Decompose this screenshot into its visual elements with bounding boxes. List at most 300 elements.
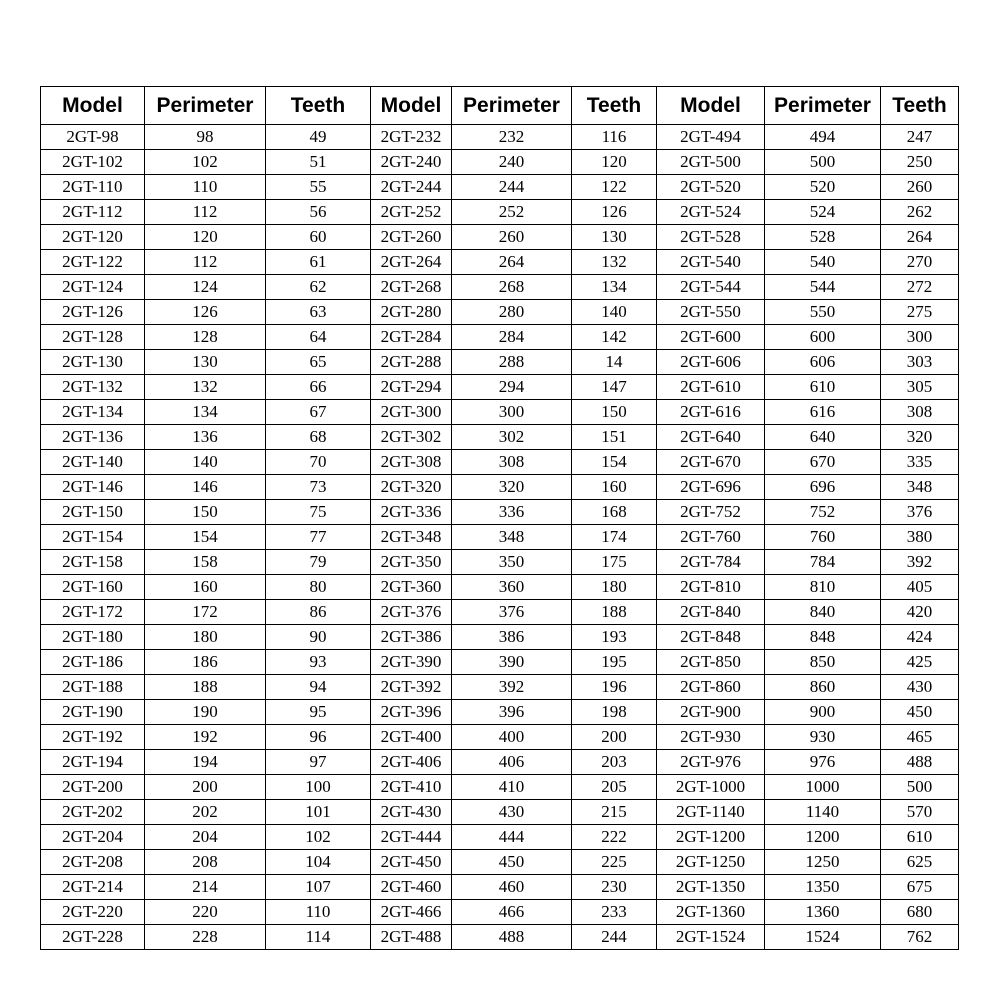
column-header-model-3: Model [657, 87, 765, 125]
model-cell: 2GT-264 [371, 250, 452, 275]
teeth-cell: 14 [572, 350, 657, 375]
teeth-cell: 420 [881, 600, 959, 625]
model-cell: 2GT-450 [371, 850, 452, 875]
perimeter-cell: 600 [765, 325, 881, 350]
model-cell: 2GT-130 [41, 350, 145, 375]
perimeter-cell: 544 [765, 275, 881, 300]
teeth-cell: 175 [572, 550, 657, 575]
perimeter-cell: 102 [145, 150, 266, 175]
teeth-cell: 65 [266, 350, 371, 375]
model-cell: 2GT-528 [657, 225, 765, 250]
model-cell: 2GT-228 [41, 925, 145, 950]
model-cell: 2GT-488 [371, 925, 452, 950]
teeth-cell: 198 [572, 700, 657, 725]
model-cell: 2GT-308 [371, 450, 452, 475]
perimeter-cell: 670 [765, 450, 881, 475]
teeth-cell: 188 [572, 600, 657, 625]
perimeter-cell: 294 [452, 375, 572, 400]
teeth-cell: 77 [266, 525, 371, 550]
model-cell: 2GT-204 [41, 825, 145, 850]
model-cell: 2GT-860 [657, 675, 765, 700]
teeth-cell: 67 [266, 400, 371, 425]
perimeter-cell: 132 [145, 375, 266, 400]
model-cell: 2GT-540 [657, 250, 765, 275]
perimeter-cell: 140 [145, 450, 266, 475]
teeth-cell: 147 [572, 375, 657, 400]
perimeter-cell: 1250 [765, 850, 881, 875]
table-row [41, 575, 959, 600]
model-cell: 2GT-848 [657, 625, 765, 650]
teeth-cell: 348 [881, 475, 959, 500]
teeth-cell: 488 [881, 750, 959, 775]
model-cell: 2GT-220 [41, 900, 145, 925]
model-cell: 2GT-1250 [657, 850, 765, 875]
perimeter-cell: 112 [145, 200, 266, 225]
perimeter-cell: 760 [765, 525, 881, 550]
column-header-teeth-3: Teeth [881, 87, 959, 125]
perimeter-cell: 1524 [765, 925, 881, 950]
table-row [41, 850, 959, 875]
model-cell: 2GT-158 [41, 550, 145, 575]
teeth-cell: 97 [266, 750, 371, 775]
teeth-cell: 101 [266, 800, 371, 825]
perimeter-cell: 386 [452, 625, 572, 650]
model-cell: 2GT-120 [41, 225, 145, 250]
model-cell: 2GT-232 [371, 125, 452, 150]
teeth-cell: 376 [881, 500, 959, 525]
model-cell: 2GT-300 [371, 400, 452, 425]
perimeter-cell: 146 [145, 475, 266, 500]
perimeter-cell: 400 [452, 725, 572, 750]
teeth-cell: 250 [881, 150, 959, 175]
perimeter-cell: 158 [145, 550, 266, 575]
teeth-cell: 450 [881, 700, 959, 725]
teeth-cell: 680 [881, 900, 959, 925]
teeth-cell: 75 [266, 500, 371, 525]
teeth-cell: 196 [572, 675, 657, 700]
model-cell: 2GT-188 [41, 675, 145, 700]
perimeter-cell: 1000 [765, 775, 881, 800]
table-row [41, 675, 959, 700]
perimeter-cell: 284 [452, 325, 572, 350]
perimeter-cell: 610 [765, 375, 881, 400]
model-cell: 2GT-200 [41, 775, 145, 800]
teeth-cell: 424 [881, 625, 959, 650]
model-cell: 2GT-410 [371, 775, 452, 800]
perimeter-cell: 348 [452, 525, 572, 550]
model-cell: 2GT-122 [41, 250, 145, 275]
teeth-cell: 93 [266, 650, 371, 675]
column-header-model-2: Model [371, 87, 452, 125]
teeth-cell: 230 [572, 875, 657, 900]
perimeter-cell: 528 [765, 225, 881, 250]
teeth-cell: 262 [881, 200, 959, 225]
perimeter-cell: 390 [452, 650, 572, 675]
perimeter-cell: 396 [452, 700, 572, 725]
model-cell: 2GT-244 [371, 175, 452, 200]
table-row [41, 625, 959, 650]
teeth-cell: 79 [266, 550, 371, 575]
perimeter-cell: 110 [145, 175, 266, 200]
model-cell: 2GT-110 [41, 175, 145, 200]
model-cell: 2GT-150 [41, 500, 145, 525]
teeth-cell: 55 [266, 175, 371, 200]
perimeter-cell: 1350 [765, 875, 881, 900]
model-cell: 2GT-320 [371, 475, 452, 500]
teeth-cell: 270 [881, 250, 959, 275]
table-row [41, 150, 959, 175]
table-row [41, 775, 959, 800]
perimeter-cell: 244 [452, 175, 572, 200]
model-cell: 2GT-610 [657, 375, 765, 400]
table-row [41, 825, 959, 850]
table-row [41, 300, 959, 325]
teeth-cell: 205 [572, 775, 657, 800]
model-cell: 2GT-268 [371, 275, 452, 300]
model-cell: 2GT-284 [371, 325, 452, 350]
perimeter-cell: 190 [145, 700, 266, 725]
model-cell: 2GT-430 [371, 800, 452, 825]
table-row [41, 375, 959, 400]
column-header-teeth-2: Teeth [572, 87, 657, 125]
model-cell: 2GT-494 [657, 125, 765, 150]
perimeter-cell: 260 [452, 225, 572, 250]
model-cell: 2GT-294 [371, 375, 452, 400]
teeth-cell: 233 [572, 900, 657, 925]
perimeter-cell: 128 [145, 325, 266, 350]
table-body [41, 125, 959, 950]
teeth-cell: 126 [572, 200, 657, 225]
perimeter-cell: 450 [452, 850, 572, 875]
teeth-cell: 260 [881, 175, 959, 200]
perimeter-cell: 550 [765, 300, 881, 325]
perimeter-cell: 930 [765, 725, 881, 750]
model-cell: 2GT-784 [657, 550, 765, 575]
teeth-cell: 195 [572, 650, 657, 675]
model-cell: 2GT-348 [371, 525, 452, 550]
teeth-cell: 114 [266, 925, 371, 950]
model-cell: 2GT-976 [657, 750, 765, 775]
teeth-cell: 110 [266, 900, 371, 925]
model-cell: 2GT-280 [371, 300, 452, 325]
teeth-cell: 762 [881, 925, 959, 950]
table-row [41, 700, 959, 725]
model-cell: 2GT-760 [657, 525, 765, 550]
perimeter-cell: 232 [452, 125, 572, 150]
perimeter-cell: 220 [145, 900, 266, 925]
perimeter-cell: 98 [145, 125, 266, 150]
perimeter-cell: 696 [765, 475, 881, 500]
model-cell: 2GT-288 [371, 350, 452, 375]
model-cell: 2GT-190 [41, 700, 145, 725]
perimeter-cell: 154 [145, 525, 266, 550]
model-cell: 2GT-350 [371, 550, 452, 575]
table-row [41, 600, 959, 625]
teeth-cell: 570 [881, 800, 959, 825]
model-cell: 2GT-252 [371, 200, 452, 225]
teeth-cell: 102 [266, 825, 371, 850]
teeth-cell: 86 [266, 600, 371, 625]
perimeter-cell: 150 [145, 500, 266, 525]
model-cell: 2GT-810 [657, 575, 765, 600]
teeth-cell: 63 [266, 300, 371, 325]
teeth-cell: 94 [266, 675, 371, 700]
perimeter-cell: 194 [145, 750, 266, 775]
perimeter-cell: 204 [145, 825, 266, 850]
model-cell: 2GT-850 [657, 650, 765, 675]
model-cell: 2GT-160 [41, 575, 145, 600]
model-cell: 2GT-102 [41, 150, 145, 175]
table-row [41, 875, 959, 900]
table-row [41, 650, 959, 675]
model-cell: 2GT-696 [657, 475, 765, 500]
table-row [41, 425, 959, 450]
perimeter-cell: 288 [452, 350, 572, 375]
perimeter-cell: 186 [145, 650, 266, 675]
perimeter-cell: 784 [765, 550, 881, 575]
perimeter-cell: 430 [452, 800, 572, 825]
perimeter-cell: 180 [145, 625, 266, 650]
perimeter-cell: 500 [765, 150, 881, 175]
model-cell: 2GT-460 [371, 875, 452, 900]
teeth-cell: 264 [881, 225, 959, 250]
teeth-cell: 180 [572, 575, 657, 600]
model-cell: 2GT-670 [657, 450, 765, 475]
perimeter-cell: 252 [452, 200, 572, 225]
perimeter-cell: 392 [452, 675, 572, 700]
teeth-cell: 56 [266, 200, 371, 225]
perimeter-cell: 860 [765, 675, 881, 700]
teeth-cell: 96 [266, 725, 371, 750]
model-cell: 2GT-208 [41, 850, 145, 875]
model-cell: 2GT-336 [371, 500, 452, 525]
teeth-cell: 60 [266, 225, 371, 250]
teeth-cell: 500 [881, 775, 959, 800]
teeth-cell: 130 [572, 225, 657, 250]
teeth-cell: 140 [572, 300, 657, 325]
perimeter-cell: 112 [145, 250, 266, 275]
teeth-cell: 134 [572, 275, 657, 300]
model-cell: 2GT-1000 [657, 775, 765, 800]
teeth-cell: 80 [266, 575, 371, 600]
teeth-cell: 70 [266, 450, 371, 475]
teeth-cell: 73 [266, 475, 371, 500]
perimeter-cell: 214 [145, 875, 266, 900]
perimeter-cell: 120 [145, 225, 266, 250]
perimeter-cell: 200 [145, 775, 266, 800]
teeth-cell: 225 [572, 850, 657, 875]
perimeter-cell: 160 [145, 575, 266, 600]
perimeter-cell: 300 [452, 400, 572, 425]
model-cell: 2GT-900 [657, 700, 765, 725]
perimeter-cell: 126 [145, 300, 266, 325]
teeth-cell: 132 [572, 250, 657, 275]
model-cell: 2GT-128 [41, 325, 145, 350]
perimeter-cell: 1200 [765, 825, 881, 850]
teeth-cell: 116 [572, 125, 657, 150]
model-cell: 2GT-616 [657, 400, 765, 425]
perimeter-cell: 1140 [765, 800, 881, 825]
teeth-cell: 151 [572, 425, 657, 450]
teeth-cell: 625 [881, 850, 959, 875]
perimeter-cell: 172 [145, 600, 266, 625]
teeth-cell: 51 [266, 150, 371, 175]
table-row [41, 350, 959, 375]
perimeter-cell: 134 [145, 400, 266, 425]
teeth-cell: 222 [572, 825, 657, 850]
perimeter-cell: 900 [765, 700, 881, 725]
model-cell: 2GT-302 [371, 425, 452, 450]
teeth-cell: 675 [881, 875, 959, 900]
teeth-cell: 120 [572, 150, 657, 175]
model-cell: 2GT-930 [657, 725, 765, 750]
teeth-cell: 308 [881, 400, 959, 425]
teeth-cell: 64 [266, 325, 371, 350]
table-row [41, 750, 959, 775]
perimeter-cell: 494 [765, 125, 881, 150]
model-cell: 2GT-400 [371, 725, 452, 750]
column-header-perimeter-1: Perimeter [145, 87, 266, 125]
teeth-cell: 275 [881, 300, 959, 325]
teeth-cell: 320 [881, 425, 959, 450]
column-header-teeth-1: Teeth [266, 87, 371, 125]
table-row [41, 550, 959, 575]
header-row [41, 87, 959, 125]
perimeter-cell: 976 [765, 750, 881, 775]
teeth-cell: 66 [266, 375, 371, 400]
model-cell: 2GT-376 [371, 600, 452, 625]
teeth-cell: 62 [266, 275, 371, 300]
model-cell: 2GT-146 [41, 475, 145, 500]
perimeter-cell: 606 [765, 350, 881, 375]
perimeter-cell: 540 [765, 250, 881, 275]
perimeter-cell: 188 [145, 675, 266, 700]
teeth-cell: 203 [572, 750, 657, 775]
model-cell: 2GT-98 [41, 125, 145, 150]
teeth-cell: 168 [572, 500, 657, 525]
model-cell: 2GT-1360 [657, 900, 765, 925]
teeth-cell: 610 [881, 825, 959, 850]
perimeter-cell: 752 [765, 500, 881, 525]
table-row [41, 250, 959, 275]
perimeter-cell: 810 [765, 575, 881, 600]
model-cell: 2GT-606 [657, 350, 765, 375]
perimeter-cell: 360 [452, 575, 572, 600]
model-cell: 2GT-134 [41, 400, 145, 425]
model-cell: 2GT-396 [371, 700, 452, 725]
model-cell: 2GT-520 [657, 175, 765, 200]
perimeter-cell: 466 [452, 900, 572, 925]
perimeter-cell: 460 [452, 875, 572, 900]
model-cell: 2GT-524 [657, 200, 765, 225]
model-cell: 2GT-600 [657, 325, 765, 350]
teeth-cell: 142 [572, 325, 657, 350]
teeth-cell: 49 [266, 125, 371, 150]
perimeter-cell: 850 [765, 650, 881, 675]
perimeter-cell: 130 [145, 350, 266, 375]
model-cell: 2GT-186 [41, 650, 145, 675]
teeth-cell: 305 [881, 375, 959, 400]
perimeter-cell: 192 [145, 725, 266, 750]
teeth-cell: 154 [572, 450, 657, 475]
perimeter-cell: 444 [452, 825, 572, 850]
perimeter-cell: 308 [452, 450, 572, 475]
model-cell: 2GT-172 [41, 600, 145, 625]
table-row [41, 800, 959, 825]
teeth-cell: 160 [572, 475, 657, 500]
teeth-cell: 430 [881, 675, 959, 700]
perimeter-cell: 350 [452, 550, 572, 575]
column-header-perimeter-3: Perimeter [765, 87, 881, 125]
model-cell: 2GT-386 [371, 625, 452, 650]
perimeter-cell: 208 [145, 850, 266, 875]
model-cell: 2GT-1350 [657, 875, 765, 900]
table-row [41, 475, 959, 500]
table-row [41, 275, 959, 300]
model-cell: 2GT-136 [41, 425, 145, 450]
perimeter-cell: 1360 [765, 900, 881, 925]
model-cell: 2GT-390 [371, 650, 452, 675]
perimeter-cell: 848 [765, 625, 881, 650]
perimeter-cell: 406 [452, 750, 572, 775]
model-cell: 2GT-1524 [657, 925, 765, 950]
perimeter-cell: 410 [452, 775, 572, 800]
perimeter-cell: 520 [765, 175, 881, 200]
table-header [41, 87, 959, 125]
model-cell: 2GT-550 [657, 300, 765, 325]
model-cell: 2GT-260 [371, 225, 452, 250]
column-header-perimeter-2: Perimeter [452, 87, 572, 125]
model-cell: 2GT-640 [657, 425, 765, 450]
table-row [41, 225, 959, 250]
model-cell: 2GT-126 [41, 300, 145, 325]
teeth-cell: 392 [881, 550, 959, 575]
perimeter-cell: 336 [452, 500, 572, 525]
perimeter-cell: 376 [452, 600, 572, 625]
table-row [41, 500, 959, 525]
teeth-cell: 104 [266, 850, 371, 875]
model-cell: 2GT-124 [41, 275, 145, 300]
model-cell: 2GT-192 [41, 725, 145, 750]
perimeter-cell: 616 [765, 400, 881, 425]
table-row [41, 325, 959, 350]
model-cell: 2GT-1140 [657, 800, 765, 825]
model-cell: 2GT-154 [41, 525, 145, 550]
model-cell: 2GT-444 [371, 825, 452, 850]
teeth-cell: 150 [572, 400, 657, 425]
perimeter-cell: 302 [452, 425, 572, 450]
model-cell: 2GT-194 [41, 750, 145, 775]
teeth-cell: 244 [572, 925, 657, 950]
perimeter-cell: 640 [765, 425, 881, 450]
teeth-cell: 300 [881, 325, 959, 350]
teeth-cell: 68 [266, 425, 371, 450]
model-cell: 2GT-240 [371, 150, 452, 175]
perimeter-cell: 268 [452, 275, 572, 300]
teeth-cell: 380 [881, 525, 959, 550]
model-cell: 2GT-466 [371, 900, 452, 925]
belt-size-table [40, 86, 959, 950]
table-row [41, 450, 959, 475]
model-cell: 2GT-132 [41, 375, 145, 400]
model-cell: 2GT-140 [41, 450, 145, 475]
perimeter-cell: 320 [452, 475, 572, 500]
teeth-cell: 122 [572, 175, 657, 200]
table-row [41, 175, 959, 200]
teeth-cell: 272 [881, 275, 959, 300]
table-row [41, 925, 959, 950]
teeth-cell: 465 [881, 725, 959, 750]
